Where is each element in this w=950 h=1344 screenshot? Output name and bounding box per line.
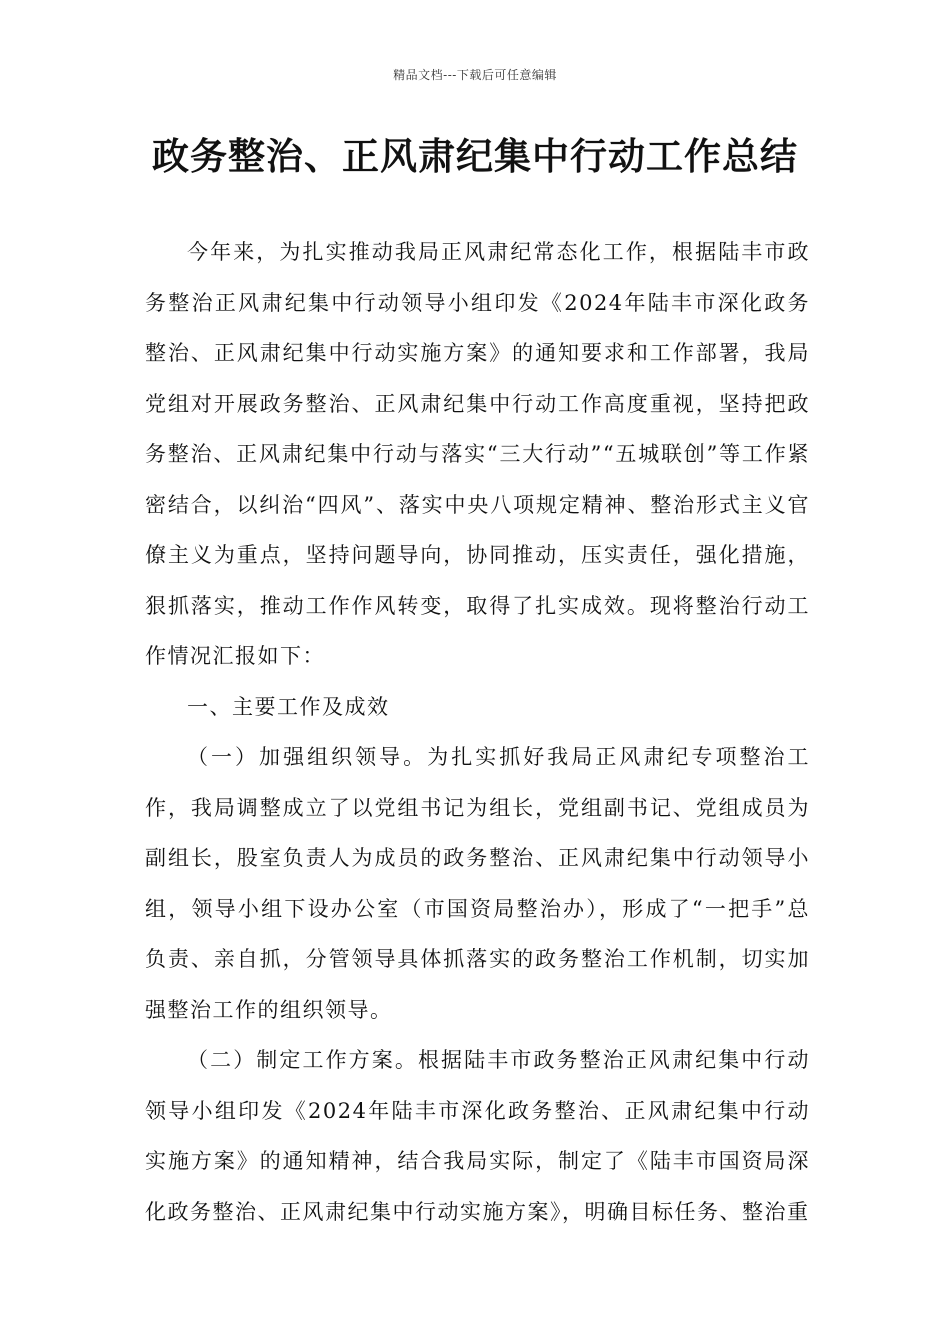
item-paragraph-2: （二）制定工作方案。根据陆丰市政务整治正风肃纪集中行动领导小组印发《2024年陆丰市深化政务整治、正风肃纪集中行动实施方案》的通知精神，结合我局实际，制定了《陆丰市国资局深化政务整治、正风肃纪集中行动实施方案》，明确目标任务、整治重 — [145, 1048, 810, 1224]
document-title: 政务整治、正风肃纪集中行动工作总结 — [152, 135, 798, 178]
document-body — [145, 227, 810, 1237]
intro-paragraph: 今年来，为扎实推动我局正风肃纪常态化工作，根据陆丰市政务整治正风肃纪集中行动领导小组印发《2024年陆丰市深化政务整治、正风肃纪集中行动实施方案》的通知要求和工作部署，我局党组对开展政务整治、正风肃纪集中行动工作高度重视，坚持把政务整治、正风肃纪集中行动与落实“三大行动”“五城联创”等工作紧密结合，以纠治“四风”、落实中央八项规定精神、整治形式主义官僚主义为重点，坚持问题导向，协同推动，压实责任，强化措施，狠抓落实，推动工作作风转变，取得了扎实成效。现将整治行动工作情况汇报如下： — [145, 240, 810, 668]
item-paragraph-1: （一）加强组织领导。为扎实抓好我局正风肃纪专项整治工作，我局调整成立了以党组书记为组长，党组副书记、党组成员为副组长，股室负责人为成员的政务整治、正风肃纪集中行动领导小组，领导小组下设办公室（市国资局整治办），形成了“一把手”总负责、亲自抓，分管领导具体抓落实的政务整治工作机制，切实加强整治工作的组织领导。 — [145, 745, 810, 1022]
section-heading: 一、主要工作及成效 — [187, 694, 390, 719]
header-note: 精品文档---下载后可任意编辑 — [393, 68, 557, 82]
